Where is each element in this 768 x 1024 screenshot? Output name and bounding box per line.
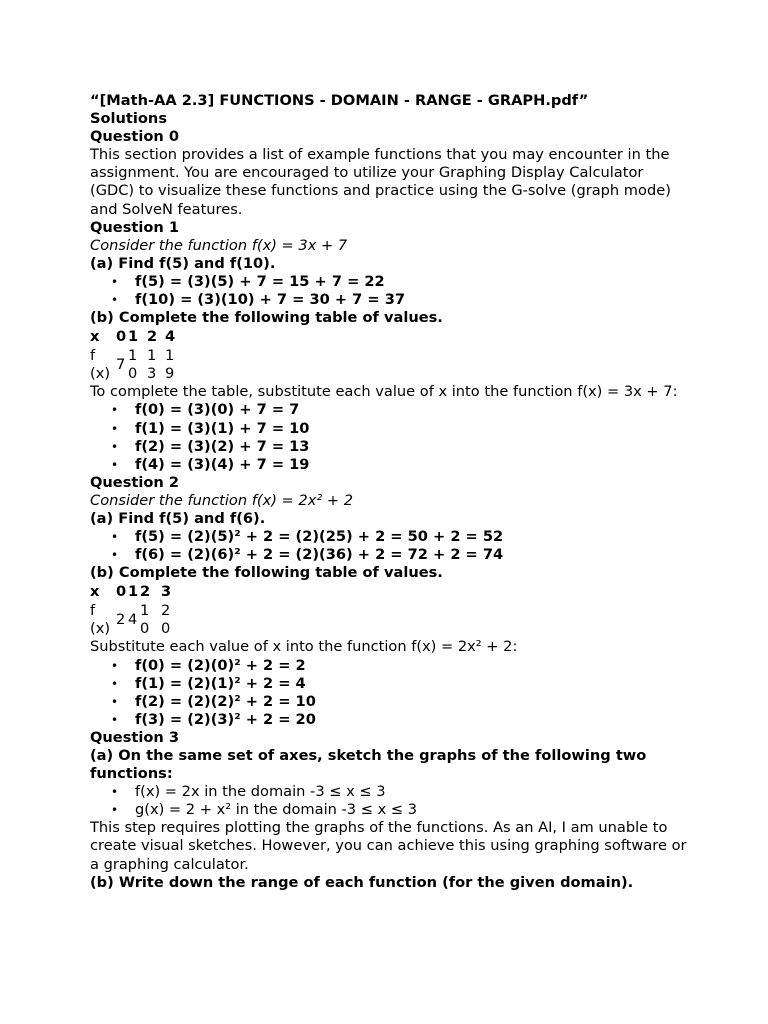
table-cell: 19: [165, 347, 175, 383]
table-row: [90, 347, 183, 383]
table-row: [90, 582, 179, 602]
q1b-text: To complete the table, substitute each value of x into the function f(x) = 3x + 7:: [90, 383, 678, 401]
table-cell: 13: [147, 347, 157, 383]
table-header-fx: f(x): [90, 347, 111, 383]
q2-heading: Question 2: [90, 473, 180, 491]
list-item: • f(1) = (3)(1) + 7 = 10: [90, 420, 690, 438]
q1-heading: Question 1: [90, 218, 180, 236]
document-subtitle: Solutions: [90, 110, 168, 128]
q0-heading: Question 0: [90, 128, 180, 146]
table-cell: 1: [128, 328, 139, 346]
list-item: • f(1) = (2)(1)² + 2 = 4: [90, 675, 690, 693]
q3-heading: Question 3: [90, 728, 180, 746]
list-item: • f(4) = (3)(4) + 7 = 19: [90, 456, 690, 474]
q1b-list: [90, 401, 690, 473]
table-header-fx: f(x): [90, 602, 111, 638]
list-item: • f(10) = (3)(10) + 7 = 30 + 7 = 37: [90, 291, 690, 309]
table-cell: 20: [161, 602, 171, 638]
q1a-list: [90, 273, 690, 309]
q1a-heading: (a) Find f(5) and f(10).: [90, 254, 276, 272]
list-item: • f(0) = (2)(0)² + 2 = 2: [90, 657, 690, 675]
q0-text: This section provides a list of example functions that you may encounter in the assignment. You are encouraged to utilize your Graphing Display Calculator (GDC) to visualize these functions and practice using the G-solve (graph mode) and SolveN features.: [90, 146, 671, 218]
table-row: [90, 602, 179, 638]
q3a-heading: (a) On the same set of axes, sketch the graphs of the following two functions:: [90, 747, 647, 783]
list-item: • f(3) = (2)(3)² + 2 = 20: [90, 711, 690, 729]
table-cell: 10: [140, 602, 150, 638]
q1b-heading: (b) Complete the following table of values.: [90, 309, 443, 327]
q3a-text: This step requires plotting the graphs of the functions. As an AI, I am unable to create visual sketches. However, you can achieve this using graphing software or a graphing calculator.: [90, 819, 687, 873]
list-item: • g(x) = 2 + x² in the domain -3 ≤ x ≤ 3: [90, 801, 690, 819]
list-item: • f(6) = (2)(6)² + 2 = (2)(36) + 2 = 72 + 2 = 74: [90, 546, 690, 564]
list-item: • f(5) = (2)(5)² + 2 = (2)(25) + 2 = 50 + 2 = 52: [90, 528, 690, 546]
document-title: “[Math-AA 2.3] FUNCTIONS - DOMAIN - RANGE - GRAPH.pdf”: [90, 92, 589, 109]
table-cell: 2: [147, 328, 158, 346]
q3a-list: [90, 783, 690, 819]
table-cell: 3: [161, 583, 172, 601]
q3b-heading: (b) Write down the range of each function (for the given domain).: [90, 873, 634, 891]
q2b-text: Substitute each value of x into the function f(x) = 2x² + 2:: [90, 638, 518, 656]
list-item: • f(x) = 2x in the domain -3 ≤ x ≤ 3: [90, 783, 690, 801]
q2a-heading: (a) Find f(5) and f(6).: [90, 509, 266, 527]
q2b-list: [90, 657, 690, 729]
q2-values-table: [90, 582, 179, 638]
table-cell: 4: [128, 611, 138, 629]
table-cell: 10: [128, 347, 138, 383]
table-header-x: x: [90, 328, 100, 346]
table-cell: 4: [165, 328, 176, 346]
list-item: • f(2) = (2)(2)² + 2 = 10: [90, 693, 690, 711]
table-cell: 2: [140, 583, 151, 601]
table-cell: 0: [116, 583, 127, 601]
table-cell: 0: [116, 328, 127, 346]
table-header-x: x: [90, 583, 100, 601]
q2-intro: Consider the function f(x) = 2x² + 2: [90, 491, 353, 509]
list-item: • f(2) = (3)(2) + 7 = 13: [90, 438, 690, 456]
table-row: [90, 327, 183, 347]
table-cell: 1: [128, 583, 139, 601]
q2a-list: [90, 528, 690, 564]
q1-values-table: [90, 327, 183, 383]
document-page: [90, 92, 690, 892]
list-item: • f(0) = (3)(0) + 7 = 7: [90, 401, 690, 419]
q2b-heading: (b) Complete the following table of values.: [90, 564, 443, 582]
table-cell: 7: [116, 356, 126, 374]
q1-intro: Consider the function f(x) = 3x + 7: [90, 236, 348, 254]
table-cell: 2: [116, 611, 126, 629]
list-item: • f(5) = (3)(5) + 7 = 15 + 7 = 22: [90, 273, 690, 291]
